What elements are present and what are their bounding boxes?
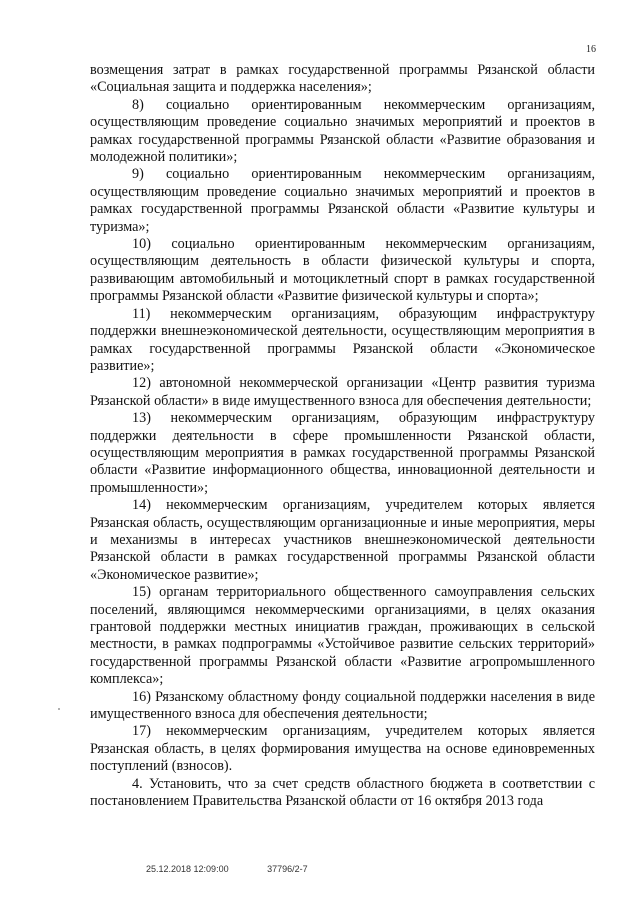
footer-timestamp: 25.12.2018 12:09:00 (146, 864, 229, 874)
paragraph-item-15: 15) органам территориального общественного самоуправления сельских поселений, являющимся некоммерческими организациями, в целях оказания грантовой поддержки местных инициатив граждан, проживающих в сельской местности, в рамках подпрограммы «Устойчивое развитие сельских территорий» государственной программы Рязанской области «Развитие агропромышленного комплекса»; (90, 584, 595, 688)
paragraph-item-13: 13) некоммерческим организациям, образующим инфраструктуру поддержки деятельности в сфере промышленности Рязанской области, осуществляющим мероприятия в рамках государственной программы Рязанской области «Развитие информационного общества, инновационной деятельности и промышленности»; (90, 410, 595, 496)
paragraph-item-11: 11) некоммерческим организациям, образующим инфраструктуру поддержки внешнеэкономической деятельности, осуществляющим мероприятия в рамках государственной программы Рязанской области «Экономическое развитие»; (90, 305, 595, 374)
paragraph-continuation: возмещения затрат в рамках государственной программы Рязанской области «Социальная защита и поддержка населения»; (90, 62, 595, 96)
paragraph-item-9: 9) социально ориентированным некоммерческим организациям, осуществляющим проведение социально значимых мероприятий и проектов в рамках государственной программы Рязанской области «Развитие культуры и туризма»; (90, 166, 595, 235)
page-number: 16 (586, 44, 596, 55)
paragraph-item-14: 14) некоммерческим организациям, учредителем которых является Рязанская область, осуществляющим организационные и иные мероприятия, меры и механизмы в интересах участников внешнеэкономической деятельности Рязанской области в рамках государственной программы Рязанской области «Экономическое развитие»; (90, 497, 595, 583)
scan-artifact (58, 708, 60, 710)
page-footer (146, 864, 308, 874)
paragraph-section-4: 4. Установить, что за счет средств областного бюджета в соответствии с постановлением Правительства Рязанской области от 16 октября 2013 года (90, 775, 595, 810)
paragraph-item-8: 8) социально ориентированным некоммерческим организациям, осуществляющим проведение социально значимых мероприятий и проектов в рамках государственной программы Рязанской области «Развитие образования и молодежной политики»; (90, 96, 595, 166)
footer-document-id: 37796/2-7 (267, 864, 308, 874)
paragraph-item-10: 10) социально ориентированным некоммерческим организациям, осуществляющим деятельность в области физической культуры и спорта, развивающим автомобильный и мотоциклетный спорт в рамках государственной программы Рязанской области «Развитие физической культуры и спорта»; (90, 236, 595, 305)
paragraph-item-17: 17) некоммерческим организациям, учредителем которых является Рязанская область, в целях формирования имущества на основе единовременных поступлений (взносов). (90, 723, 595, 775)
document-body (90, 62, 595, 810)
paragraph-item-16: 16) Рязанскому областному фонду социальной поддержки населения в виде имущественного взноса для обеспечения деятельности; (90, 688, 595, 723)
paragraph-item-12: 12) автономной некоммерческой организации «Центр развития туризма Рязанской области» в виде имущественного взноса для обеспечения деятельности; (90, 375, 595, 409)
